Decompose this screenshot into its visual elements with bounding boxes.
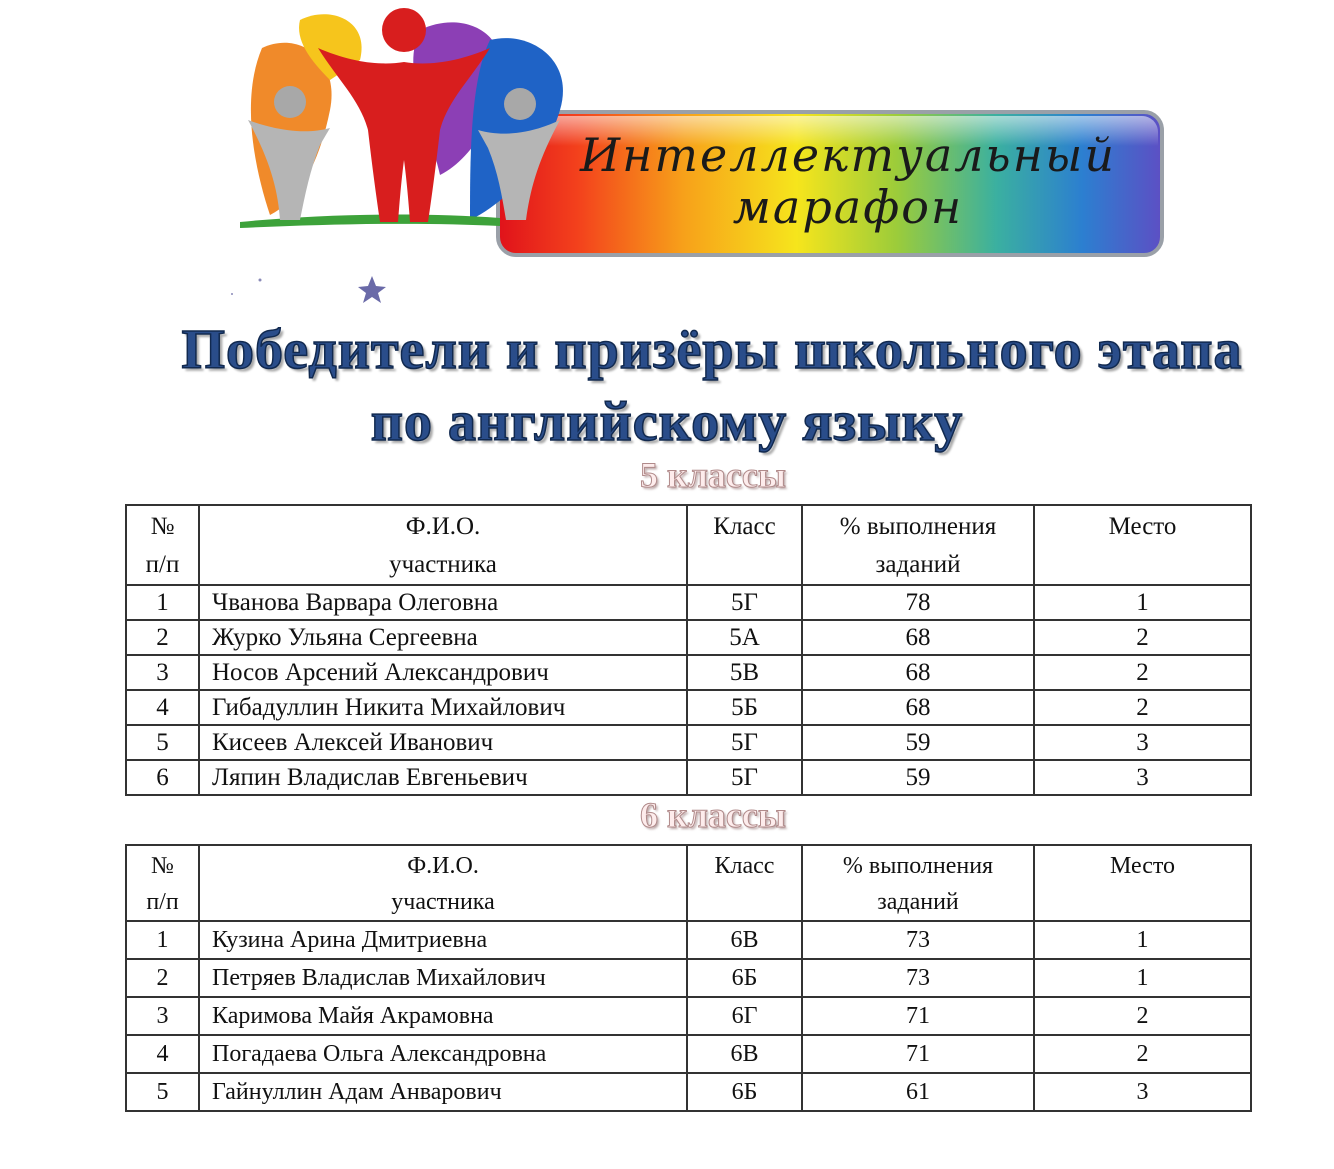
header-place: Место xyxy=(1034,845,1251,921)
cell-class: 6Б xyxy=(687,959,802,997)
banner-line-2: марафон xyxy=(732,180,964,234)
cell-name: Гибадуллин Никита Михайлович xyxy=(199,690,687,725)
table-row xyxy=(126,1035,1251,1073)
cell-percent: 68 xyxy=(802,690,1034,725)
cell-class: 5А xyxy=(687,620,802,655)
results-table-grade-6 xyxy=(125,844,1252,1112)
cell-percent: 68 xyxy=(802,620,1034,655)
cell-place: 2 xyxy=(1034,1035,1251,1073)
table-row xyxy=(126,725,1251,760)
cell-place: 2 xyxy=(1034,620,1251,655)
cell-name: Чванова Варвара Олеговна xyxy=(199,585,687,620)
header-name: Ф.И.О. участника xyxy=(199,505,687,585)
marathon-logo xyxy=(0,0,1334,310)
banner-line-1: Интеллектуальный xyxy=(580,128,1116,182)
table-row xyxy=(126,1073,1251,1111)
cell-num: 4 xyxy=(126,690,199,725)
cell-percent: 73 xyxy=(802,921,1034,959)
table-row xyxy=(126,997,1251,1035)
cell-percent: 73 xyxy=(802,959,1034,997)
table-header-row xyxy=(126,505,1251,585)
cell-num: 2 xyxy=(126,959,199,997)
section-heading-grade-6: 6 классы xyxy=(639,795,786,835)
cell-class: 5Г xyxy=(687,585,802,620)
cell-percent: 68 xyxy=(802,655,1034,690)
cell-percent: 71 xyxy=(802,1035,1034,1073)
table-row xyxy=(126,585,1251,620)
cell-place: 2 xyxy=(1034,655,1251,690)
table-row xyxy=(126,620,1251,655)
cell-class: 5Г xyxy=(687,725,802,760)
cell-name: Гайнуллин Адам Анварович xyxy=(199,1073,687,1111)
cell-class: 6Б xyxy=(687,1073,802,1111)
cell-num: 5 xyxy=(126,725,199,760)
cell-place: 3 xyxy=(1034,760,1251,795)
cell-class: 6В xyxy=(687,921,802,959)
cell-name: Журко Ульяна Сергеевна xyxy=(199,620,687,655)
cell-num: 4 xyxy=(126,1035,199,1073)
header-percent: % выполнения заданий xyxy=(802,505,1034,585)
cell-class: 5В xyxy=(687,655,802,690)
table-row xyxy=(126,690,1251,725)
header-place: Место xyxy=(1034,505,1251,585)
page-title-line-2: по английскому языку xyxy=(370,391,964,453)
cell-percent: 78 xyxy=(802,585,1034,620)
cell-class: 6В xyxy=(687,1035,802,1073)
header-class: Класс xyxy=(687,505,802,585)
cell-place: 2 xyxy=(1034,997,1251,1035)
cell-num: 5 xyxy=(126,1073,199,1111)
cell-class: 6Г xyxy=(687,997,802,1035)
cell-name: Кузина Арина Дмитриевна xyxy=(199,921,687,959)
cell-class: 5Г xyxy=(687,760,802,795)
cell-num: 6 xyxy=(126,760,199,795)
header-name: Ф.И.О. участника xyxy=(199,845,687,921)
table-row xyxy=(126,921,1251,959)
table-row xyxy=(126,760,1251,795)
cell-name: Погадаева Ольга Александровна xyxy=(199,1035,687,1073)
cell-percent: 61 xyxy=(802,1073,1034,1111)
section-heading-grade-5: 5 классы xyxy=(639,455,786,495)
cell-num: 3 xyxy=(126,997,199,1035)
cell-place: 1 xyxy=(1034,959,1251,997)
cell-name: Ляпин Владислав Евгеньевич xyxy=(199,760,687,795)
cell-percent: 59 xyxy=(802,760,1034,795)
cell-place: 3 xyxy=(1034,725,1251,760)
cell-name: Каримова Майя Акрамовна xyxy=(199,997,687,1035)
cell-name: Носов Арсений Александрович xyxy=(199,655,687,690)
table-row xyxy=(126,655,1251,690)
results-table-grade-5 xyxy=(125,504,1252,796)
table-row xyxy=(126,959,1251,997)
cell-num: 1 xyxy=(126,921,199,959)
cell-num: 1 xyxy=(126,585,199,620)
cell-place: 1 xyxy=(1034,585,1251,620)
cell-name: Петряев Владислав Михайлович xyxy=(199,959,687,997)
header-num: № п/п xyxy=(126,845,199,921)
header-class: Класс xyxy=(687,845,802,921)
header-percent: % выполнения заданий xyxy=(802,845,1034,921)
cell-num: 3 xyxy=(126,655,199,690)
cell-place: 2 xyxy=(1034,690,1251,725)
cell-num: 2 xyxy=(126,620,199,655)
cell-place: 3 xyxy=(1034,1073,1251,1111)
page-title-line-1: Победители и призёры школьного этапа xyxy=(181,319,1243,381)
table-header-row xyxy=(126,845,1251,921)
header-num: № п/п xyxy=(126,505,199,585)
cell-class: 5Б xyxy=(687,690,802,725)
cell-name: Кисеев Алексей Иванович xyxy=(199,725,687,760)
cell-percent: 59 xyxy=(802,725,1034,760)
cell-percent: 71 xyxy=(802,997,1034,1035)
cell-place: 1 xyxy=(1034,921,1251,959)
